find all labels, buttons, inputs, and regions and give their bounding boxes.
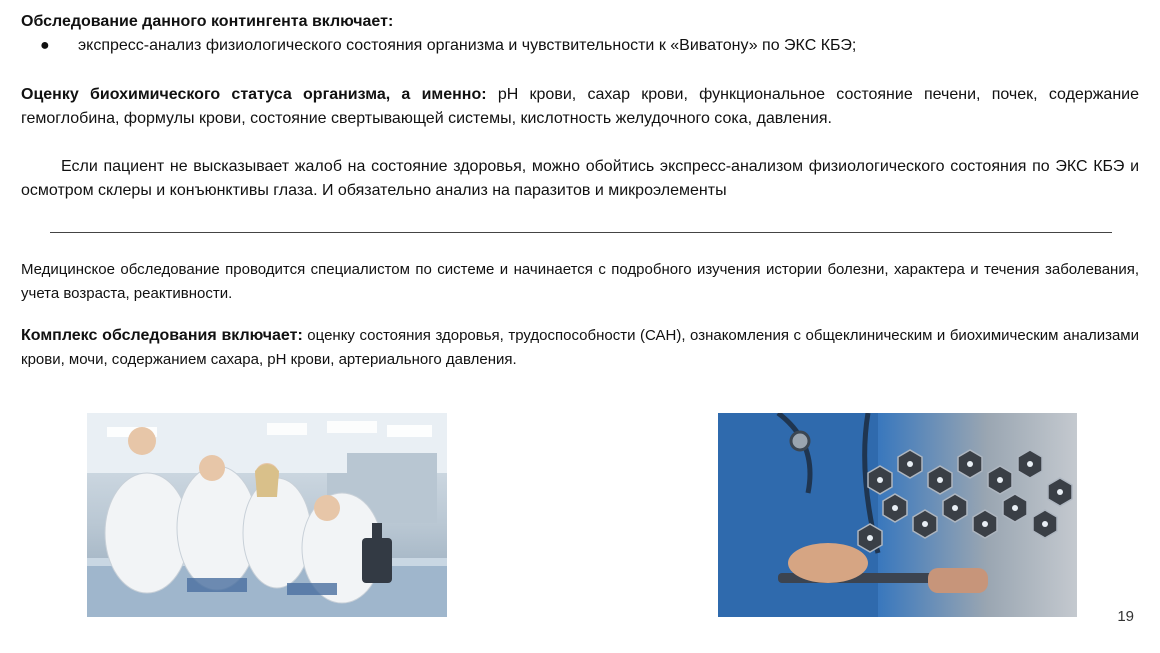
paragraph-text: оценку состояния здоровья, трудоспособности (САН), ознакомления с общеклиническим и биохимическим анализами крови, мочи, содержанием сахара, рН крови, артериального давления. bbox=[21, 327, 1139, 368]
paragraph-text: рН крови, сахар крови, функциональное состояние печени, почек, содержание гемоглобина, формулы крови, состояние свертывающей системы, кислотность желудочного сока, давления. bbox=[21, 86, 1139, 127]
heading-examination: Обследование данного контингента включает: bbox=[21, 13, 394, 30]
medical-icons-cluster bbox=[858, 450, 1072, 552]
lab-scene-illustration bbox=[87, 413, 447, 617]
bullet-text: экспресс-анализ физиологического состояния организма и чувствительности к «Виватону» по ЭКС КБЭ; bbox=[78, 37, 857, 54]
horizontal-divider bbox=[50, 232, 1112, 233]
lab-scientists-photo bbox=[87, 413, 447, 617]
paragraph-biochemical-status bbox=[21, 83, 1139, 131]
paragraph-exam-complex bbox=[21, 324, 1139, 372]
page-number: 19 bbox=[1117, 608, 1134, 625]
paragraph-lead: Оценку биохимического статуса организма, а именно: bbox=[21, 86, 487, 103]
doctor-scene-illustration bbox=[718, 413, 1077, 617]
paragraph-no-complaints: Если пациент не высказывает жалоб на состояние здоровья, можно обойтись экспресс-анализом физиологического состояния по ЭКС КБЭ и осмотром склеры и конъюнктивы глаза. И обязательно анализ на паразитов и микроэлементы bbox=[21, 158, 1139, 199]
paragraph-medical-exam: Медицинское обследование проводится специалистом по системе и начинается с подробного изучения истории болезни, характера и течения заболевания, учета возраста, реактивности. bbox=[21, 261, 1139, 302]
doctor-tablet-photo bbox=[718, 413, 1077, 617]
bullet-symbol: ● bbox=[40, 37, 50, 54]
paragraph-lead: Комплекс обследования включает: bbox=[21, 327, 303, 344]
